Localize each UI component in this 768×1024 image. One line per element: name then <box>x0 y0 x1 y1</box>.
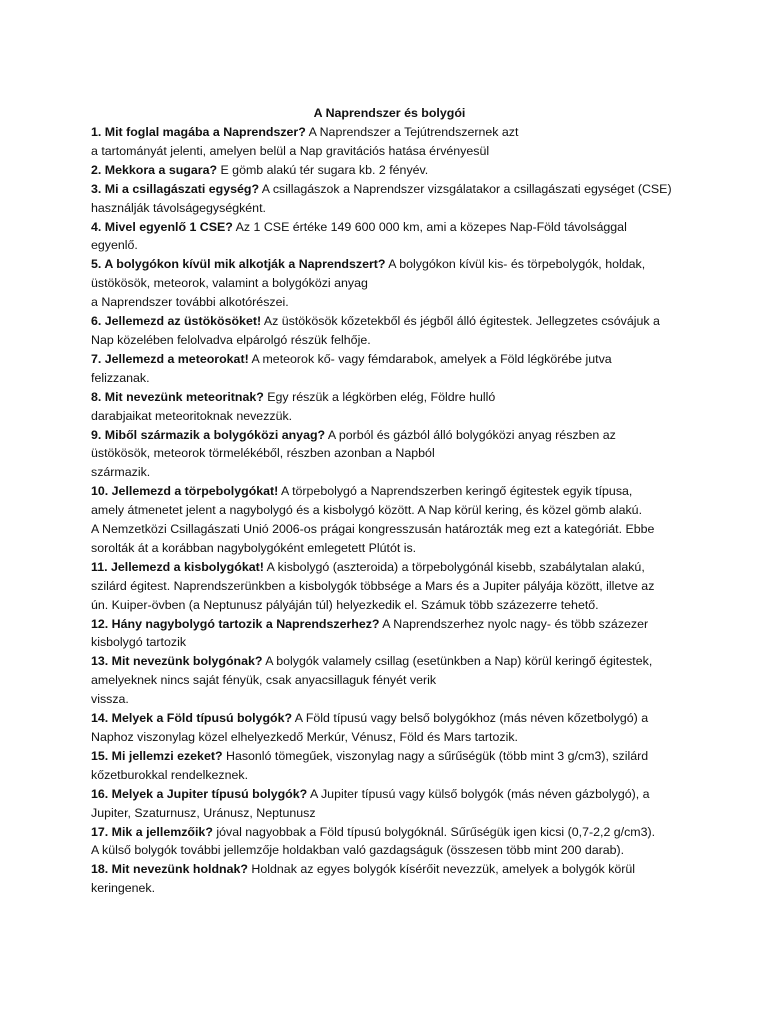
question-text: 15. Mi jellemzi ezeket? <box>91 748 223 763</box>
qa-item <box>91 388 688 426</box>
answer-line: Naphoz viszonylag közel elhelyezkedő Merkúr, Vénusz, Föld és Mars tartozik. <box>91 730 518 744</box>
qa-item <box>91 860 688 898</box>
qa-item <box>91 312 688 350</box>
question-text: 4. Mivel egyenlő 1 CSE? <box>91 219 233 234</box>
answer-line: A Jupiter típusú vagy külső bolygók (más néven gázbolygó), a <box>307 786 650 801</box>
qa-list <box>91 123 688 898</box>
answer-line: amelyeknek nincs saját fényük, csak anyacsillaguk fényét verik <box>91 673 437 688</box>
answer-line: származik. <box>91 465 151 480</box>
question-text: 1. Mit foglal magába a Naprendszer? <box>91 125 306 139</box>
answer-line: A csillagászok a Naprendszer vizsgálatakor a csillagászati egységet (CSE) <box>259 181 672 196</box>
qa-item <box>91 426 688 483</box>
document-title: A Naprendszer és bolygói <box>313 106 466 120</box>
answer-line: A Föld típusú vagy belső bolygókhoz (más néven kőzetbolygó) a <box>292 711 649 726</box>
answer-line: Az üstökösök kőzetekből és jégből álló égitestek. Jellegzetes csóvájuk a <box>261 314 660 329</box>
answer-line: A Naprendszer a Tejútrendszernek azt <box>305 125 519 139</box>
qa-item <box>91 350 688 388</box>
question-text: 2. Mekkora a sugara? <box>91 162 218 177</box>
answer-line: A Nemzetközi Csillagászati Unió 2006-os prágai kongresszusán határozták meg ezt a kategóriát. Ebbe <box>91 522 655 537</box>
answer-line: kisbolygó tartozik <box>91 635 187 650</box>
qa-item <box>91 482 688 558</box>
question-text: 13. Mit nevezünk bolygónak? <box>91 654 263 669</box>
question-text: 8. Mit nevezünk meteoritnak? <box>91 389 264 404</box>
answer-line: Egy részük a légkörben elég, Földre hulló <box>263 389 496 404</box>
qa-item <box>91 180 688 218</box>
answer-line: Holdnak az egyes bolygók kísérőit nevezzük, amelyek a bolygók körül <box>247 862 636 877</box>
qa-item <box>91 615 688 653</box>
question-text: 18. Mit nevezünk holdnak? <box>91 862 248 877</box>
answer-line: egyenlő. <box>91 238 138 253</box>
answer-line: A törpebolygó a Naprendszerben keringő égitestek egyik típusa, <box>278 484 633 499</box>
answer-line: jóval nagyobbak a Föld típusú bolygóknál. Sűrűségük igen kicsi (0,7-2,2 g/cm3). <box>212 824 656 839</box>
answer-line: A Naprendszerhez nyolc nagy- és több százezer <box>379 616 649 631</box>
answer-line: A bolygók valamely csillag (esetünkben a Nap) körül keringő égitestek, <box>262 654 653 669</box>
answer-line: Hasonló tömegűek, viszonylag nagy a sűrűségük (több mint 3 g/cm3), szilárd <box>222 748 649 763</box>
answer-line: A kisbolygó (aszteroida) a törpebolygónál kisebb, szabálytalan alakú, <box>263 559 645 574</box>
answer-line: Az 1 CSE értéke 149 600 000 km, ami a közepes Nap-Föld távolsággal <box>232 219 627 234</box>
answer-line: kőzetburokkal rendelkeznek. <box>91 767 249 782</box>
qa-item <box>91 747 688 785</box>
qa-item <box>91 709 688 747</box>
answer-line: amely átmenetet jelent a nagybolygó és a kisbolygó között. A Nap körül kering, és közel gömb alakú. <box>91 503 643 518</box>
answer-line: a tartományát jelenti, amelyen belül a Nap gravitációs hatása érvényesül <box>91 143 490 158</box>
question-text: 3. Mi a csillagászati egység? <box>91 181 260 196</box>
answer-line: üstökösök, meteorok törmelékéből, részben azonban a Napból <box>91 446 435 461</box>
qa-item <box>91 785 688 823</box>
answer-line: felizzanak. <box>91 370 150 385</box>
qa-item <box>91 123 688 161</box>
question-text: 5. A bolygókon kívül mik alkotják a Naprendszert? <box>91 257 386 272</box>
question-text: 14. Melyek a Föld típusú bolygók? <box>91 711 293 726</box>
answer-line: A bolygókon kívül kis- és törpebolygók, holdak, <box>385 257 646 272</box>
qa-item <box>91 823 688 861</box>
qa-item <box>91 161 688 180</box>
question-text: 9. Miből származik a bolygóközi anyag? <box>91 427 326 442</box>
answer-line: Nap közelében felolvadva elpárolgó részük felhője. <box>91 332 371 347</box>
answer-line: sorolták át a korábban nagybolygóként emlegetett Plútót is. <box>91 540 417 555</box>
question-text: 17. Mik a jellemzőik? <box>91 824 213 839</box>
answer-line: ún. Kuiper-övben (a Neptunusz pályáján túl) helyezkedik el. Számuk több százezerre tehető. <box>91 597 599 612</box>
answer-line: A porból és gázból álló bolygóközi anyag részben az <box>325 427 616 442</box>
question-text: 10. Jellemezd a törpebolygókat! <box>91 484 279 499</box>
question-text: 16. Melyek a Jupiter típusú bolygók? <box>91 786 308 801</box>
answer-line: darabjaikat meteoritoknak nevezzük. <box>91 408 293 423</box>
qa-item <box>91 558 688 615</box>
question-text: 12. Hány nagybolygó tartozik a Naprendszerhez? <box>91 616 380 631</box>
answer-line: használják távolságegységként. <box>91 200 266 215</box>
qa-item <box>91 218 688 256</box>
answer-line: üstökösök, meteorok, valamint a bolygóközi anyag <box>91 276 368 291</box>
qa-item <box>91 652 688 709</box>
answer-line: keringenek. <box>91 881 156 896</box>
answer-line: vissza. <box>91 692 129 707</box>
answer-line: a Naprendszer további alkotórészei. <box>91 295 289 310</box>
question-text: 7. Jellemezd a meteorokat! <box>91 351 249 366</box>
answer-line: A külső bolygók további jellemzője holdakban való gazdagságuk (összesen több mint 200 darab). <box>91 843 625 858</box>
answer-line: szilárd égitest. Naprendszerünkben a kisbolygók többsége a Mars és a Jupiter pályája között, illetve az <box>91 578 655 593</box>
question-text: 6. Jellemezd az üstökösöket! <box>91 314 262 329</box>
answer-line: A meteorok kő- vagy fémdarabok, amelyek a Föld légkörébe jutva <box>248 351 612 366</box>
answer-line: E gömb alakú tér sugara kb. 2 fényév. <box>217 162 429 177</box>
question-text: 11. Jellemezd a kisbolygókat! <box>91 559 264 574</box>
answer-line: Jupiter, Szaturnusz, Uránusz, Neptunusz <box>91 805 316 820</box>
qa-item <box>91 255 688 312</box>
